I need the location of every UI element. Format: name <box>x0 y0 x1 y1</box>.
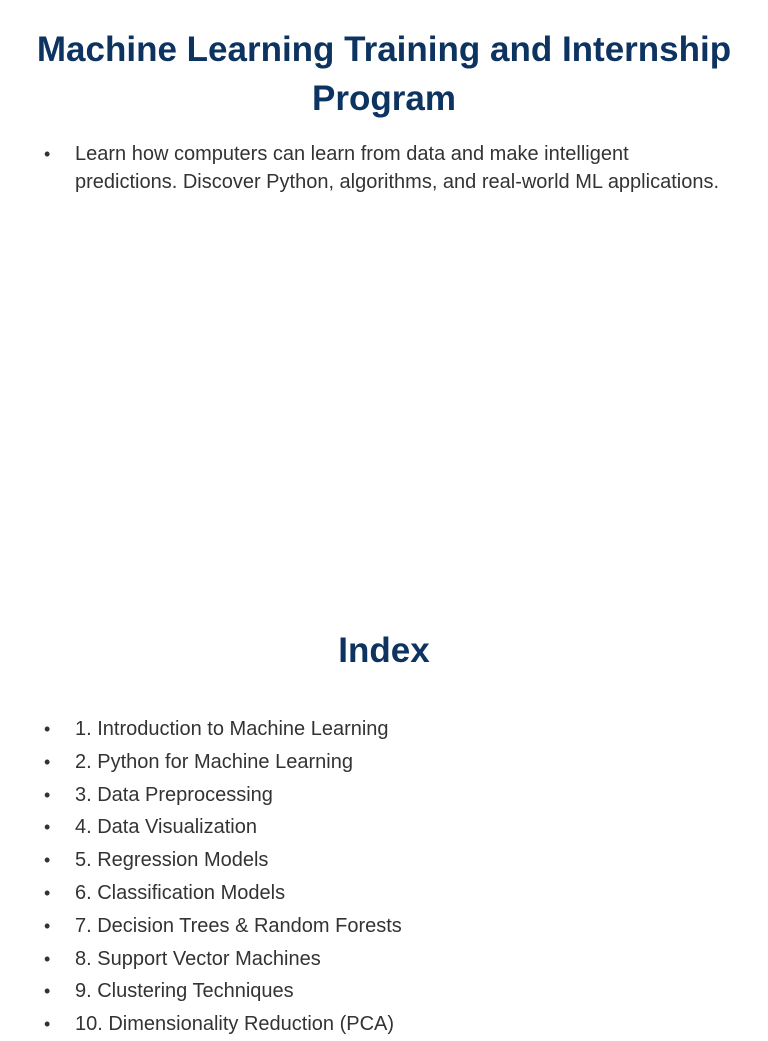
index-item <box>44 1008 734 1041</box>
index-item-text: 2. Python for Machine Learning <box>75 750 353 773</box>
bullet-icon: • <box>44 915 51 936</box>
slide-title: Machine Learning Training and Internship Program <box>36 30 732 118</box>
index-item <box>44 811 734 844</box>
bullet-icon: • <box>44 850 51 871</box>
bullet-icon: • <box>44 882 51 903</box>
bullet-icon: • <box>44 948 51 969</box>
index-item-text: 9. Clustering Techniques <box>75 980 294 1003</box>
bullet-icon: • <box>44 144 51 164</box>
index-title: Index <box>338 631 430 670</box>
index-item-text: 10. Dimensionality Reduction (PCA) <box>75 1013 395 1036</box>
index-item <box>44 779 734 812</box>
bullet-icon: • <box>44 784 51 805</box>
bullet-icon: • <box>44 981 51 1002</box>
index-item <box>44 910 734 943</box>
index-item-text: 4. Data Visualization <box>75 816 257 839</box>
index-list <box>44 713 734 1041</box>
index-item <box>44 975 734 1008</box>
index-item-text: 3. Data Preprocessing <box>75 783 273 806</box>
bullet-icon: • <box>44 1014 51 1035</box>
index-item <box>44 943 734 976</box>
index-item-text: 7. Decision Trees & Random Forests <box>75 914 402 937</box>
bullet-list <box>44 140 734 196</box>
index-item <box>44 746 734 779</box>
bullet-item <box>44 140 734 196</box>
index-item <box>44 844 734 877</box>
index-item-text: 5. Regression Models <box>75 849 269 872</box>
index-item <box>44 713 734 746</box>
bullet-icon: • <box>44 719 51 739</box>
slide-index <box>0 580 768 1036</box>
index-item-text: 8. Support Vector Machines <box>75 947 321 970</box>
index-item-text: 6. Classification Models <box>75 881 286 904</box>
bullet-icon: • <box>44 751 51 772</box>
bullet-text: Learn how computers can learn from data and make intelligent predictions. Discover Python, algorithms, and real-world ML applications. <box>75 143 719 193</box>
index-item-text: 1. Introduction to Machine Learning <box>75 718 389 740</box>
bullet-icon: • <box>44 817 51 838</box>
index-item <box>44 877 734 910</box>
